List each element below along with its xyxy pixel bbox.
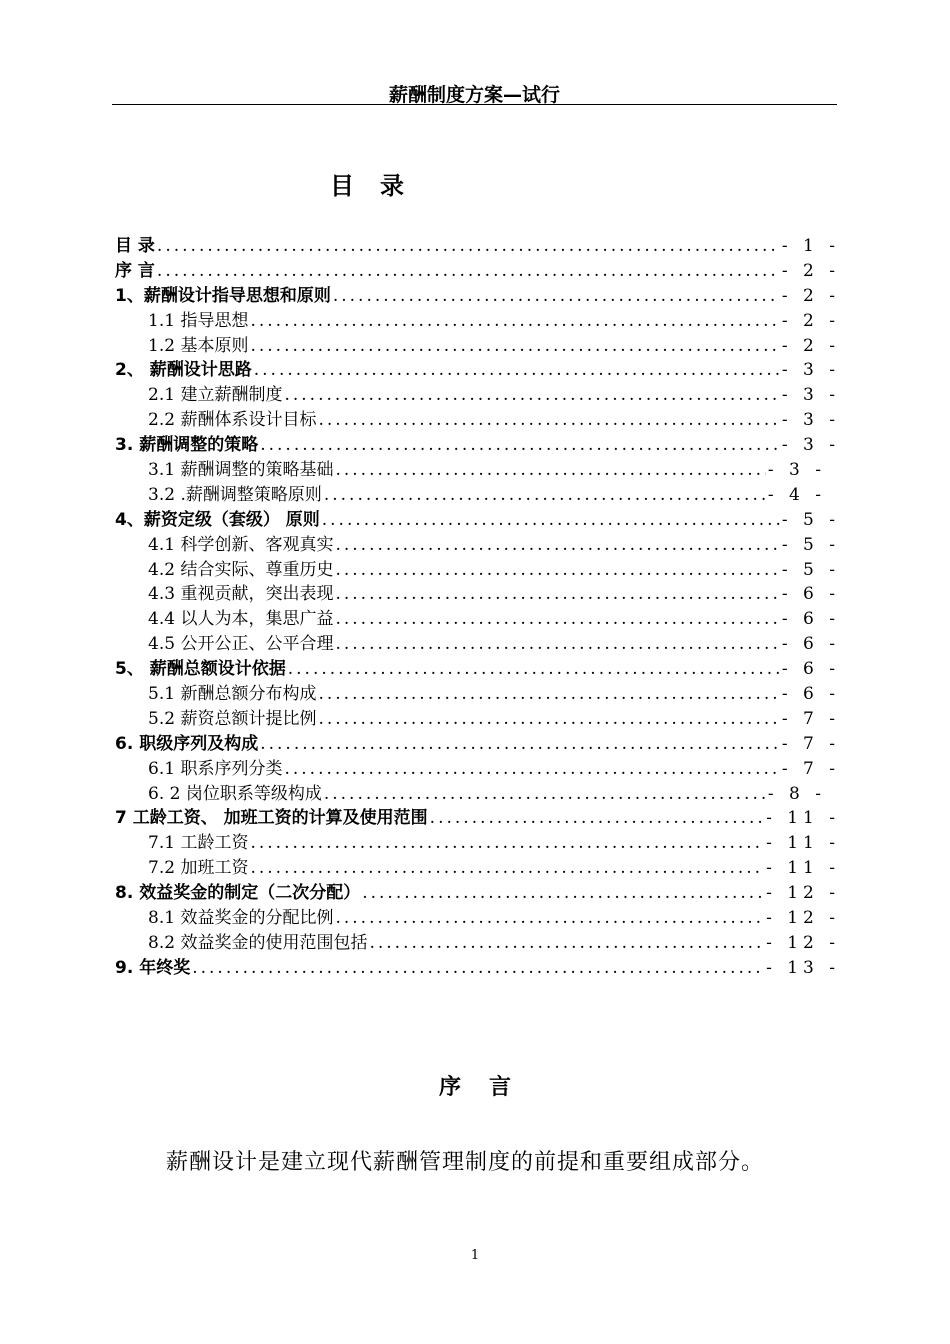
toc-entry-page: - 3 -	[781, 385, 840, 406]
toc-entry-label: 8.1 效益奖金的分配比例	[148, 908, 334, 929]
toc-dot-leader	[318, 682, 779, 707]
toc-entry-label: 2.1 建立薪酬制度	[148, 385, 283, 406]
toc-entry-page: - 2 -	[781, 335, 840, 356]
toc-entry[interactable]	[115, 906, 840, 931]
toc-entry-label: 4.2 结合实际、尊重历史	[148, 559, 334, 580]
toc-dot-leader	[335, 458, 765, 483]
toc-entry-page: - 12 -	[766, 932, 840, 953]
toc-entry-page: - 7 -	[781, 758, 840, 779]
toc-entry-label: 4.3 重视贡献，突出表现	[148, 584, 334, 605]
toc-entry-label: 3.1 薪酬调整的策略基础	[148, 460, 334, 481]
toc-entry-page: - 3 -	[781, 360, 840, 381]
toc-entry-page: - 1 -	[781, 236, 840, 256]
toc-entry[interactable]	[115, 458, 840, 483]
toc-dot-leader	[250, 334, 779, 359]
table-of-contents	[115, 234, 840, 981]
toc-dot-leader	[250, 856, 764, 881]
toc-entry-page: - 6 -	[781, 684, 840, 705]
toc-entry-label: 5.2 薪资总额计提比例	[148, 708, 317, 729]
toc-entry-page: - 2 -	[781, 260, 840, 281]
toc-dot-leader	[324, 782, 766, 807]
toc-entry[interactable]	[115, 358, 840, 383]
toc-entry-page: - 5 -	[781, 509, 840, 530]
toc-heading: 目录	[330, 172, 430, 200]
toc-entry-page: - 3 -	[767, 460, 826, 481]
toc-dot-leader	[335, 533, 779, 558]
toc-entry-label: 5、 薪酬总额设计依据	[115, 659, 286, 680]
toc-entry-label: 序 言	[115, 260, 155, 281]
toc-entry-label: 6. 2 岗位职系等级构成	[148, 783, 322, 804]
toc-entry-page: - 7 -	[781, 708, 840, 729]
toc-entry-label: 7.1 工龄工资	[148, 833, 249, 854]
toc-entry-label: 2、 薪酬设计思路	[115, 360, 252, 381]
toc-entry-label: 7.2 加班工资	[148, 858, 249, 879]
toc-dot-leader	[157, 259, 780, 284]
toc-entry-label: 4.4 以人为本，集思广益	[148, 609, 334, 630]
toc-entry[interactable]	[115, 607, 840, 632]
toc-entry[interactable]	[115, 831, 840, 856]
toc-dot-leader	[318, 707, 779, 732]
toc-entry[interactable]	[115, 433, 840, 458]
header-divider	[112, 104, 837, 105]
toc-dot-leader	[322, 508, 780, 533]
toc-entry[interactable]	[115, 931, 840, 956]
toc-entry-page: - 13 -	[766, 957, 840, 978]
toc-entry[interactable]	[115, 408, 840, 433]
toc-entry-page: - 5 -	[781, 534, 840, 555]
page-header-title: 薪酬制度方案—试行	[388, 84, 560, 106]
toc-dot-leader	[335, 906, 764, 931]
toc-dot-leader	[288, 657, 780, 682]
toc-entry-label: 7 工龄工资、 加班工资的计算及使用范围	[115, 808, 428, 829]
toc-dot-leader	[250, 309, 779, 334]
toc-entry[interactable]	[115, 757, 840, 782]
toc-dot-leader	[324, 483, 766, 508]
toc-entry[interactable]	[115, 383, 840, 408]
toc-entry[interactable]	[115, 334, 840, 359]
toc-dot-leader	[250, 831, 764, 856]
toc-dot-leader	[157, 234, 780, 259]
toc-entry-page: - 6 -	[781, 659, 840, 680]
toc-entry-page: - 7 -	[781, 733, 840, 754]
toc-entry[interactable]	[115, 309, 840, 334]
toc-entry[interactable]	[115, 483, 840, 508]
toc-entry-label: 8.2 效益奖金的使用范围包括	[148, 932, 368, 953]
toc-entry-label: 6.1 职系序列分类	[148, 758, 283, 779]
toc-dot-leader	[260, 732, 780, 757]
toc-entry-label: 3. 薪酬调整的策略	[115, 435, 259, 456]
toc-dot-leader	[335, 607, 779, 632]
toc-entry-label: 目 录	[115, 236, 155, 256]
toc-entry-page: - 8 -	[767, 783, 826, 804]
toc-entry-label: 2.2 薪酬体系设计目标	[148, 410, 317, 431]
toc-entry-page: - 11 -	[766, 858, 840, 879]
toc-entry[interactable]	[115, 259, 840, 284]
toc-dot-leader	[335, 558, 779, 583]
toc-entry-page: - 3 -	[781, 435, 840, 456]
toc-dot-leader	[430, 806, 764, 831]
toc-entry-label: 1、薪酬设计指导思想和原则	[115, 285, 331, 306]
toc-entry[interactable]	[115, 582, 840, 607]
toc-entry[interactable]	[115, 707, 840, 732]
toc-entry-label: 4.5 公开公正、公平合理	[148, 634, 334, 655]
toc-entry[interactable]	[115, 234, 840, 259]
toc-entry-label: 5.1 新酬总额分布构成	[148, 684, 317, 705]
toc-dot-leader	[369, 931, 764, 956]
toc-dot-leader	[192, 956, 764, 981]
toc-entry-label: 4.1 科学创新、客观真实	[148, 534, 334, 555]
toc-entry-page: - 11 -	[766, 833, 840, 854]
toc-dot-leader	[362, 881, 764, 906]
preface-paragraph: 薪酬设计是建立现代薪酬管理制度的前提和重要组成部分。	[166, 1150, 765, 1175]
toc-entry[interactable]	[115, 558, 840, 583]
toc-entry-page: - 6 -	[781, 609, 840, 630]
preface-heading: 序言	[438, 1075, 539, 1100]
toc-entry[interactable]	[115, 632, 840, 657]
toc-entry-label: 6. 职级序列及构成	[115, 733, 259, 754]
toc-dot-leader	[335, 582, 779, 607]
toc-entry-page: - 11 -	[766, 808, 840, 829]
toc-entry[interactable]	[115, 533, 840, 558]
toc-entry-page: - 5 -	[781, 559, 840, 580]
toc-entry[interactable]	[115, 806, 840, 831]
toc-entry-page: - 2 -	[781, 310, 840, 331]
toc-entry-page: - 6 -	[781, 584, 840, 605]
toc-entry-label: 1.1 指导思想	[148, 310, 249, 331]
toc-entry-label: 3.2 .薪酬调整策略原则	[148, 484, 322, 505]
toc-entry[interactable]	[115, 782, 840, 807]
toc-dot-leader	[335, 632, 779, 657]
toc-dot-leader	[284, 757, 779, 782]
toc-entry[interactable]	[115, 881, 840, 906]
toc-entry[interactable]	[115, 508, 840, 533]
toc-dot-leader	[318, 408, 779, 433]
toc-entry-label: 4、薪资定级（套级） 原则	[115, 509, 320, 530]
toc-entry[interactable]	[115, 856, 840, 881]
toc-entry-label: 9. 年终奖	[115, 957, 191, 978]
toc-dot-leader	[260, 433, 780, 458]
toc-entry-page: - 3 -	[781, 410, 840, 431]
toc-entry-page: - 2 -	[781, 285, 840, 306]
toc-entry[interactable]	[115, 657, 840, 682]
toc-dot-leader	[284, 383, 779, 408]
toc-entry-page: - 12 -	[766, 883, 840, 904]
toc-dot-leader	[254, 358, 780, 383]
toc-entry-label: 8. 效益奖金的制定（二次分配）	[115, 883, 361, 904]
toc-entry[interactable]	[115, 682, 840, 707]
page-number: 1	[470, 1248, 480, 1263]
toc-entry-page: - 12 -	[766, 908, 840, 929]
toc-entry[interactable]	[115, 956, 840, 981]
toc-entry[interactable]	[115, 284, 840, 309]
toc-entry-page: - 4 -	[767, 484, 826, 505]
toc-entry-page: - 6 -	[781, 634, 840, 655]
toc-entry-label: 1.2 基本原则	[148, 335, 249, 356]
toc-dot-leader	[333, 284, 780, 309]
toc-entry[interactable]	[115, 732, 840, 757]
